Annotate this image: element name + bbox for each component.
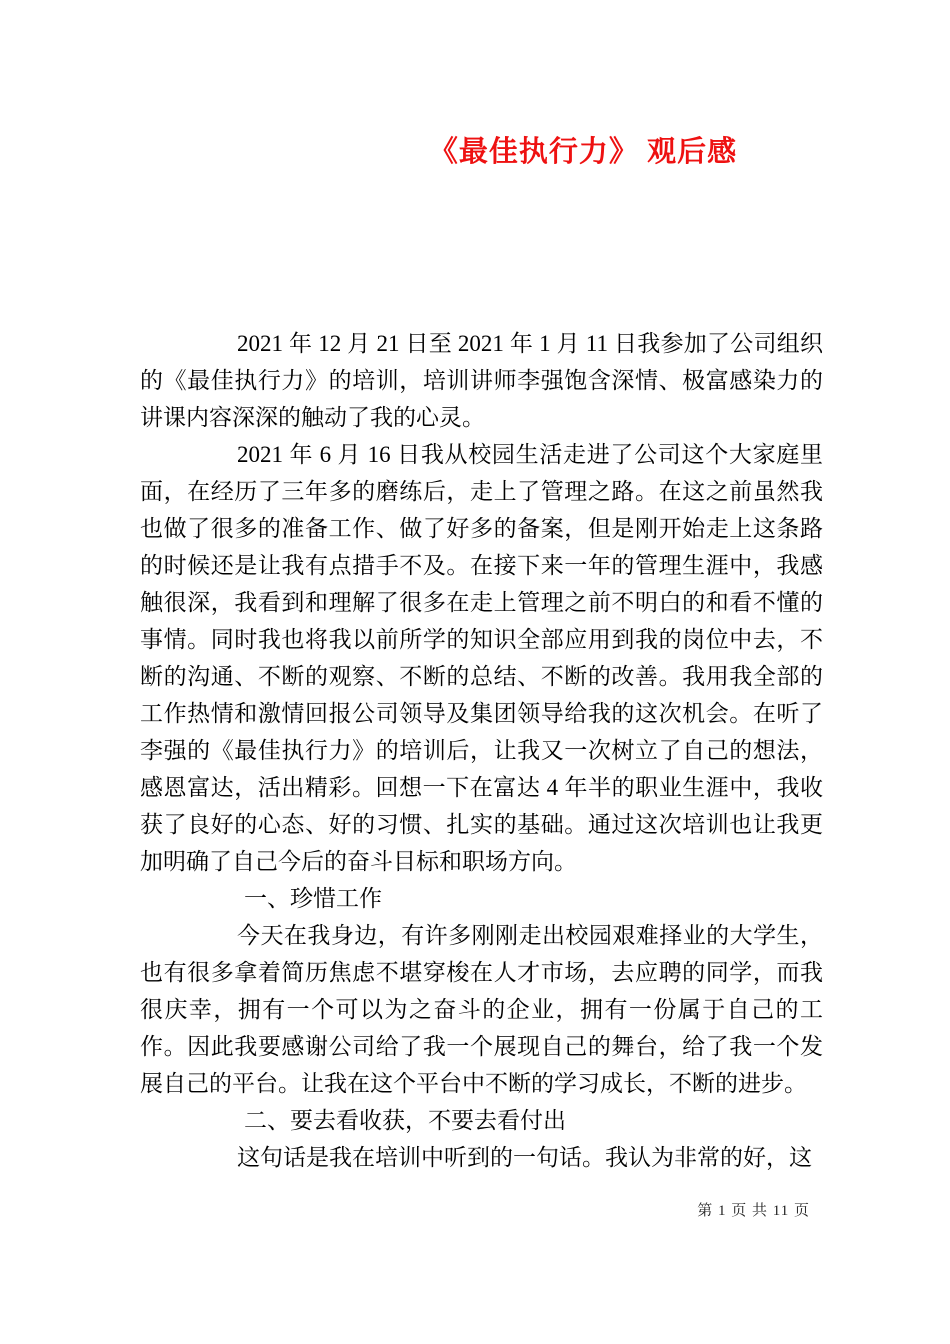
section-heading-2: 二、要去看收获，不要去看付出 [244, 1108, 566, 1133]
paragraph-cherish-work: 今天在我身边，有许多刚刚走出校园艰难择业的大学生，也有很多拿着简历焦虑不堪穿梭在人才市场，去应聘的同学，而我很庆幸，拥有一个可以为之奋斗的企业，拥有一份属于自己的工作。因此我要感谢公司给了我一个展现自己的舞台，给了我一个发展自己的平台。让我在这个平台中不断的学习成长，不断的进步。 [140, 923, 823, 1096]
section-heading-1: 一、珍惜工作 [244, 886, 382, 911]
page-number-footer: 第 1 页 共 11 页 [697, 1203, 810, 1219]
paragraph-career-review: 2021 年 6 月 16 日我从校园生活走进了公司这个大家庭里面，在经历了三年多的磨练后，走上了管理之路。在这之前虽然我也做了很多的准备工作、做了好多的备案，但是刚开始走上这条路的时候还是让我有点措手不及。在接下来一年的管理生涯中，我感触很深，我看到和理解了很多在走上管理之前不明白的和看不懂的事情。同时我也将我以前所学的知识全部应用到我的岗位中去，不断的沟通、不断的观察、不断的总结、不断的改善。我用我全部的工作热情和激情回报公司领导及集团领导给我的这次机会。在听了李强的《最佳执行力》的培训后，让我又一次树立了自己的想法，感恩富达，活出精彩。回想一下在富达 4 年半的职业生涯中，我收获了良好的心态、好的习惯、扎实的基础。通过这次培训也让我更加明确了自己今后的奋斗目标和职场方向。 [140, 442, 823, 874]
document-body [140, 325, 823, 1176]
document-title: 《最佳执行力》 观后感 [428, 136, 738, 168]
paragraph-gains: 这句话是我在培训中听到的一句话。我认为非常的好，这 [237, 1145, 812, 1170]
paragraph-intro: 2021 年 12 月 21 日至 2021 年 1 月 11 日我参加了公司组织的《最佳执行力》的培训，培训讲师李强饱含深情、极富感染力的讲课内容深深的触动了我的心灵。 [140, 331, 823, 430]
